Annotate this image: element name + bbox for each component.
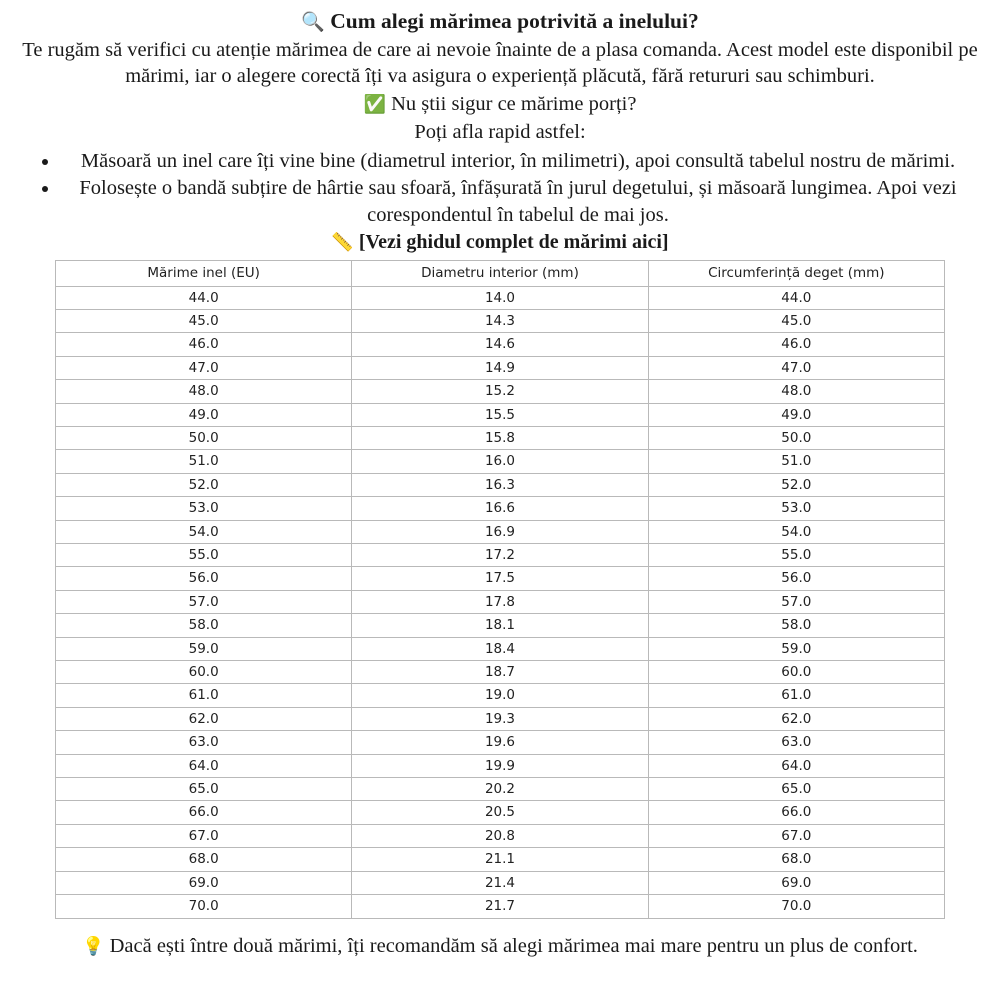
cell-ring-size: 46.0	[56, 333, 352, 356]
cell-ring-size: 61.0	[56, 684, 352, 707]
cell-inner-diameter: 18.1	[352, 614, 648, 637]
table-row	[56, 356, 945, 379]
list-item: • Măsoară un inel care îți vine bine (diametrul interior, în milimetri), apoi consultă tabelul nostru de mărimi.	[60, 148, 976, 175]
cell-finger-circumference: 70.0	[648, 895, 944, 918]
check-mark-icon: ✅	[363, 94, 386, 116]
cell-inner-diameter: 15.2	[352, 380, 648, 403]
cell-finger-circumference: 44.0	[648, 286, 944, 309]
cell-ring-size: 63.0	[56, 731, 352, 754]
cell-ring-size: 51.0	[56, 450, 352, 473]
footer-tip-text: Dacă ești între două mărimi, îți recomandăm să alegi mărimea mai mare pentru un plus de confort.	[109, 934, 918, 957]
cell-inner-diameter: 14.9	[352, 356, 648, 379]
lightbulb-icon: 💡	[82, 935, 105, 957]
table-row	[56, 426, 945, 449]
cell-ring-size: 60.0	[56, 661, 352, 684]
cell-ring-size: 59.0	[56, 637, 352, 660]
table-row	[56, 684, 945, 707]
cell-ring-size: 65.0	[56, 778, 352, 801]
table-row	[56, 614, 945, 637]
cell-inner-diameter: 14.3	[352, 309, 648, 332]
cell-finger-circumference: 57.0	[648, 590, 944, 613]
cell-inner-diameter: 15.5	[352, 403, 648, 426]
cell-inner-diameter: 17.8	[352, 590, 648, 613]
cell-inner-diameter: 19.0	[352, 684, 648, 707]
table-row	[56, 520, 945, 543]
cell-finger-circumference: 47.0	[648, 356, 944, 379]
cell-ring-size: 55.0	[56, 544, 352, 567]
cell-finger-circumference: 46.0	[648, 333, 944, 356]
table-row	[56, 544, 945, 567]
page-title-text: Cum alegi mărimea potrivită a inelului?	[330, 9, 699, 33]
list-item: • Folosește o bandă subțire de hârtie sau sfoară, înfășurată în jurul degetului, și măsoară lungimea. Apoi vezi corespondentul în tabelul de mai jos.	[60, 175, 976, 228]
cell-ring-size: 49.0	[56, 403, 352, 426]
cell-ring-size: 64.0	[56, 754, 352, 777]
cell-finger-circumference: 62.0	[648, 707, 944, 730]
cell-ring-size: 70.0	[56, 895, 352, 918]
table-row	[56, 450, 945, 473]
cell-inner-diameter: 15.8	[352, 426, 648, 449]
table-row	[56, 707, 945, 730]
table-row	[56, 309, 945, 332]
cell-ring-size: 50.0	[56, 426, 352, 449]
cell-inner-diameter: 20.8	[352, 824, 648, 847]
cell-inner-diameter: 20.5	[352, 801, 648, 824]
cell-finger-circumference: 63.0	[648, 731, 944, 754]
cell-finger-circumference: 67.0	[648, 824, 944, 847]
table-row	[56, 333, 945, 356]
column-header-ring-size: Mărime inel (EU)	[56, 260, 352, 286]
cell-finger-circumference: 51.0	[648, 450, 944, 473]
cell-inner-diameter: 16.0	[352, 450, 648, 473]
cell-ring-size: 56.0	[56, 567, 352, 590]
cell-inner-diameter: 18.7	[352, 661, 648, 684]
subheading-text: Nu știi sigur ce mărime porți?	[391, 93, 637, 116]
cell-ring-size: 47.0	[56, 356, 352, 379]
cell-ring-size: 44.0	[56, 286, 352, 309]
instructions-list	[14, 148, 986, 229]
table-row	[56, 824, 945, 847]
cell-ring-size: 52.0	[56, 473, 352, 496]
cell-inner-diameter: 21.4	[352, 871, 648, 894]
subheading	[14, 91, 986, 118]
cell-finger-circumference: 61.0	[648, 684, 944, 707]
table-row	[56, 403, 945, 426]
size-table-body	[56, 286, 945, 918]
cell-finger-circumference: 45.0	[648, 309, 944, 332]
table-row	[56, 848, 945, 871]
cell-finger-circumference: 50.0	[648, 426, 944, 449]
table-row	[56, 590, 945, 613]
table-header-row	[56, 260, 945, 286]
intro-paragraph: Te rugăm să verifici cu atenție mărimea de care ai nevoie înainte de a plasa comanda. Acest model este disponibil pe mărimi, iar o alegere corectă îți va asigura o experiență plăcută, fără retururi sau schimburi.	[22, 38, 978, 88]
cell-inner-diameter: 16.9	[352, 520, 648, 543]
cell-finger-circumference: 66.0	[648, 801, 944, 824]
cell-finger-circumference: 59.0	[648, 637, 944, 660]
cell-finger-circumference: 69.0	[648, 871, 944, 894]
table-row	[56, 473, 945, 496]
table-row	[56, 731, 945, 754]
cell-inner-diameter: 20.2	[352, 778, 648, 801]
cell-finger-circumference: 56.0	[648, 567, 944, 590]
table-row	[56, 567, 945, 590]
cell-finger-circumference: 52.0	[648, 473, 944, 496]
cell-inner-diameter: 14.0	[352, 286, 648, 309]
cell-finger-circumference: 55.0	[648, 544, 944, 567]
table-row	[56, 661, 945, 684]
cell-finger-circumference: 60.0	[648, 661, 944, 684]
cell-finger-circumference: 49.0	[648, 403, 944, 426]
table-row	[56, 380, 945, 403]
table-row	[56, 801, 945, 824]
cell-ring-size: 57.0	[56, 590, 352, 613]
page-title	[14, 8, 986, 35]
size-guide-link-label[interactable]: [Vezi ghidul complet de mărimi aici]	[358, 230, 669, 253]
cell-finger-circumference: 58.0	[648, 614, 944, 637]
cell-inner-diameter: 21.1	[352, 848, 648, 871]
table-row	[56, 286, 945, 309]
cell-inner-diameter: 17.5	[352, 567, 648, 590]
footer-tip	[24, 933, 976, 960]
cell-ring-size: 68.0	[56, 848, 352, 871]
cell-finger-circumference: 65.0	[648, 778, 944, 801]
cell-inner-diameter: 19.9	[352, 754, 648, 777]
cell-finger-circumference: 48.0	[648, 380, 944, 403]
cell-ring-size: 69.0	[56, 871, 352, 894]
cell-ring-size: 54.0	[56, 520, 352, 543]
cell-ring-size: 45.0	[56, 309, 352, 332]
ruler-icon: 📏	[331, 231, 354, 253]
column-header-inner-diameter: Diametru interior (mm)	[352, 260, 648, 286]
cell-finger-circumference: 68.0	[648, 848, 944, 871]
cell-inner-diameter: 16.6	[352, 497, 648, 520]
cell-inner-diameter: 21.7	[352, 895, 648, 918]
size-table-head	[56, 260, 945, 286]
table-row	[56, 895, 945, 918]
cell-inner-diameter: 14.6	[352, 333, 648, 356]
cell-ring-size: 48.0	[56, 380, 352, 403]
cell-inner-diameter: 19.6	[352, 731, 648, 754]
cell-inner-diameter: 17.2	[352, 544, 648, 567]
cell-inner-diameter: 16.3	[352, 473, 648, 496]
table-row	[56, 497, 945, 520]
cell-ring-size: 67.0	[56, 824, 352, 847]
cell-finger-circumference: 64.0	[648, 754, 944, 777]
table-row	[56, 637, 945, 660]
table-row	[56, 754, 945, 777]
cell-finger-circumference: 53.0	[648, 497, 944, 520]
cell-ring-size: 53.0	[56, 497, 352, 520]
cell-inner-diameter: 19.3	[352, 707, 648, 730]
cell-ring-size: 58.0	[56, 614, 352, 637]
table-row	[56, 778, 945, 801]
magnifier-icon: 🔍	[301, 11, 325, 33]
cell-inner-diameter: 18.4	[352, 637, 648, 660]
size-guide-link[interactable]	[14, 231, 986, 254]
lead-text: Poți afla rapid astfel:	[414, 120, 586, 143]
size-table	[55, 260, 945, 919]
cell-finger-circumference: 54.0	[648, 520, 944, 543]
column-header-finger-circumference: Circumferință deget (mm)	[648, 260, 944, 286]
table-row	[56, 871, 945, 894]
cell-ring-size: 62.0	[56, 707, 352, 730]
cell-ring-size: 66.0	[56, 801, 352, 824]
